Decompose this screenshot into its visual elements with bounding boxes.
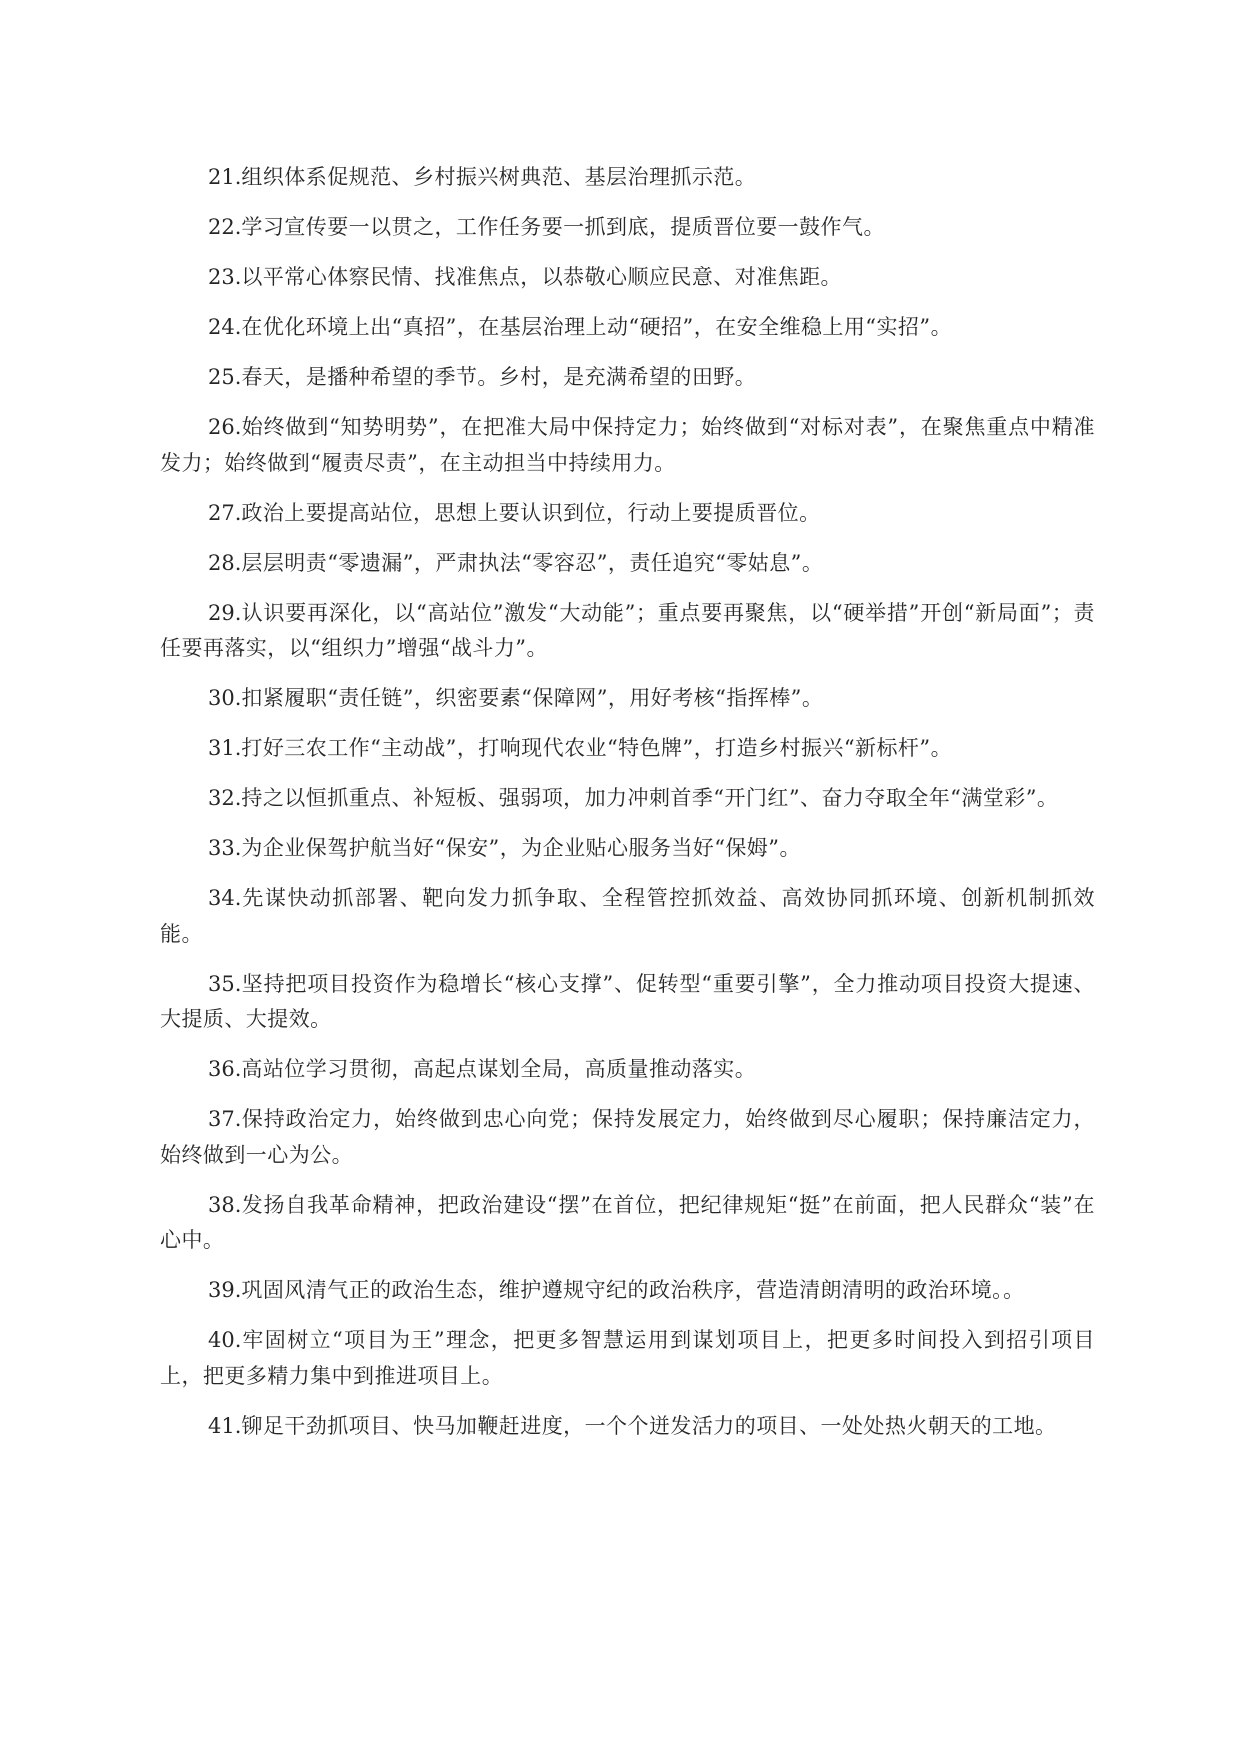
list-item: [160, 1102, 1095, 1173]
list-item: [160, 731, 1095, 767]
item-number: 31.: [208, 736, 242, 760]
item-number: 33.: [208, 836, 242, 860]
item-number: 24.: [208, 315, 242, 339]
list-item: [160, 496, 1095, 532]
list-item: [160, 1188, 1095, 1259]
document-body: [160, 160, 1095, 1459]
item-text: 牢固树立“项目为王”理念，把更多智慧运用到谋划项目上，把更多时间投入到招引项目上，把更多精力集中到推进项目上。: [160, 1328, 1095, 1388]
list-item: [160, 160, 1095, 196]
item-text: 组织体系促规范、乡村振兴树典范、基层治理抓示范。: [241, 165, 757, 189]
item-text: 坚持把项目投资作为稳增长“核心支撑”、促转型“重要引擎”，全力推动项目投资大提速、大提质、大提效。: [160, 971, 1095, 1031]
list-item: [160, 781, 1095, 817]
item-number: 34.: [208, 886, 242, 910]
list-item: [160, 410, 1095, 481]
item-text: 以平常心体察民情、找准焦点，以恭敬心顺应民意、对准焦距。: [241, 265, 843, 289]
list-item: [160, 1052, 1095, 1088]
item-number: 39.: [208, 1278, 242, 1302]
item-number: 32.: [208, 786, 242, 810]
item-text: 发扬自我革命精神，把政治建设“摆”在首位，把纪律规矩“挺”在前面，把人民群众“装”在心中。: [160, 1192, 1095, 1252]
item-text: 持之以恒抓重点、补短板、强弱项，加力冲刺首季“开门红”、奋力夺取全年“满堂彩”。: [241, 786, 1059, 810]
item-number: 29.: [208, 600, 242, 625]
list-item: [160, 596, 1095, 667]
list-item: [160, 210, 1095, 246]
item-text: 打好三农工作“主动战”，打响现代农业“特色牌”，打造乡村振兴“新标杆”。: [241, 736, 953, 760]
item-number: 28.: [208, 550, 242, 575]
item-text: 始终做到“知势明势”，在把准大局中保持定力；始终做到“对标对表”，在聚焦重点中精准发力；始终做到“履责尽责”，在主动担当中持续用力。: [160, 415, 1095, 475]
item-text: 扣紧履职“责任链”，织密要素“保障网”，用好考核“指挥棒”。: [241, 686, 824, 710]
list-item: [160, 967, 1095, 1038]
item-number: 35.: [208, 971, 242, 996]
item-number: 26.: [208, 415, 242, 439]
list-item: [160, 1409, 1095, 1445]
item-number: 40.: [208, 1328, 242, 1352]
item-text: 高站位学习贯彻，高起点谋划全局，高质量推动落实。: [241, 1057, 757, 1081]
item-text: 先谋快动抓部署、靶向发力抓争取、全程管控抓效益、高效协同抓环境、创新机制抓效能。: [160, 886, 1095, 946]
item-number: 30.: [208, 686, 242, 710]
list-item: [160, 310, 1095, 346]
item-text: 学习宣传要一以贯之，工作任务要一抓到底，提质晋位要一鼓作气。: [241, 215, 885, 239]
item-number: 27.: [208, 500, 242, 525]
item-text: 保持政治定力，始终做到忠心向党；保持发展定力，始终做到尽心履职；保持廉洁定力，始终做到一心为公。: [160, 1107, 1095, 1167]
item-text: 在优化环境上出“真招”，在基层治理上动“硬招”，在安全维稳上用“实招”。: [241, 315, 953, 339]
list-item: [160, 881, 1095, 952]
item-text: 为企业保驾护航当好“保安”，为企业贴心服务当好“保姆”。: [241, 836, 801, 860]
list-item: [160, 1273, 1095, 1309]
list-item: [160, 360, 1095, 396]
list-item: [160, 831, 1095, 867]
item-number: 25.: [208, 365, 242, 389]
item-text: 认识要再深化，以“高站位”激发“大动能”；重点要再聚焦，以“硬举措”开创“新局面”；责任要再落实，以“组织力”增强“战斗力”。: [160, 600, 1095, 660]
item-number: 37.: [208, 1107, 242, 1131]
item-number: 41.: [208, 1413, 242, 1438]
item-text: 巩固风清气正的政治生态，维护遵规守纪的政治秩序，营造清朗清明的政治环境。。: [241, 1278, 1025, 1302]
list-item: [160, 260, 1095, 296]
list-item: [160, 1323, 1095, 1394]
list-item: [160, 546, 1095, 582]
item-text: 层层明责“零遗漏”，严肃执法“零容忍”，责任追究“零姑息”。: [241, 550, 824, 575]
item-number: 36.: [208, 1057, 242, 1081]
item-number: 22.: [208, 215, 242, 239]
item-number: 21.: [208, 165, 242, 189]
list-item: [160, 681, 1095, 717]
item-text: 春天，是播种希望的季节。乡村，是充满希望的田野。: [241, 365, 757, 389]
item-text: 政治上要提高站位，思想上要认识到位，行动上要提质晋位。: [241, 500, 821, 525]
item-text: 铆足干劲抓项目、快马加鞭赶进度，一个个迸发活力的项目、一处处热火朝天的工地。: [241, 1413, 1057, 1438]
item-number: 23.: [208, 265, 242, 289]
item-number: 38.: [208, 1192, 242, 1217]
